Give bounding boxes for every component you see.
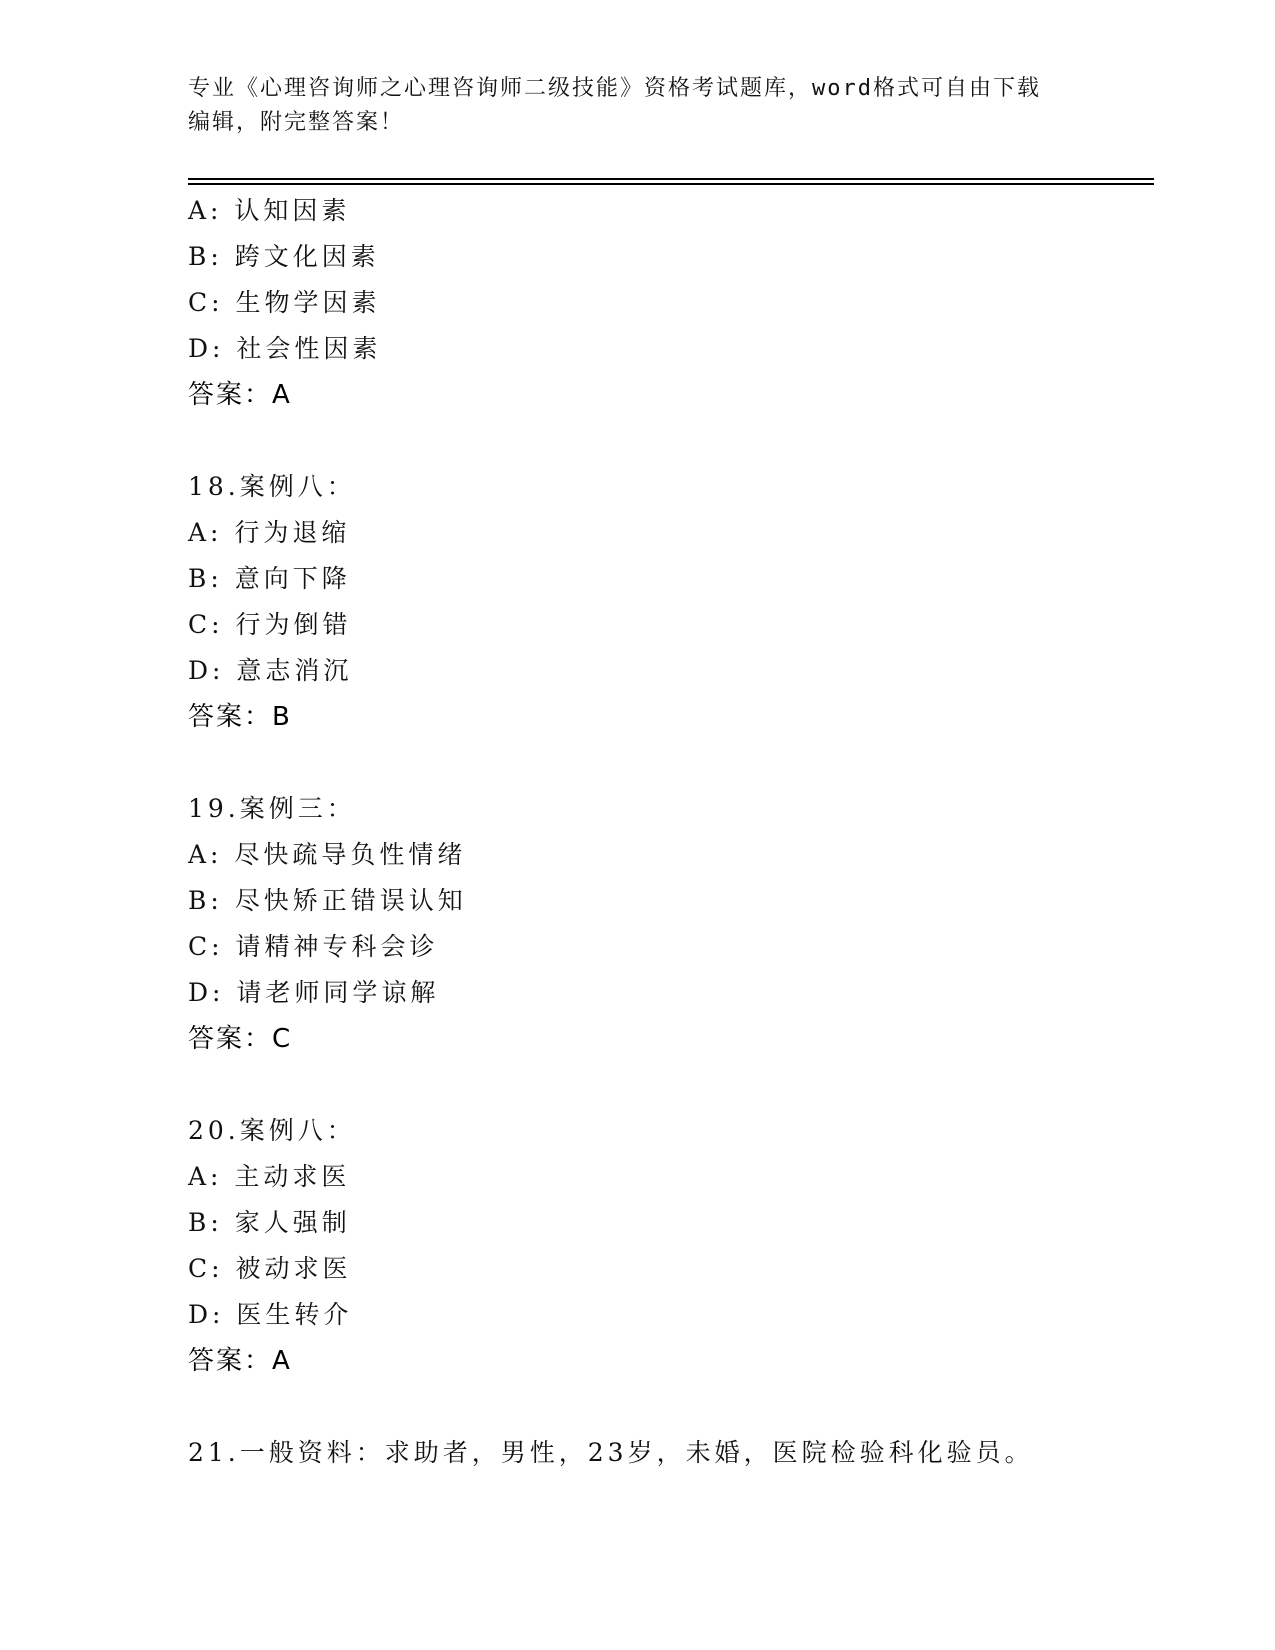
header-line-1: 专业《心理咨询师之心理咨询师二级技能》资格考试题库，word格式可自由下载 <box>188 76 1041 101</box>
option-d: D: 医生转介 <box>188 1300 353 1329</box>
question-20 <box>188 1108 1158 1384</box>
option-a: A: 主动求医 <box>188 1162 351 1191</box>
question-title: 18.案例八： <box>188 472 356 501</box>
option-c: C: 请精神专科会诊 <box>188 932 439 961</box>
question-17 <box>188 188 1158 418</box>
option-b: B: 跨文化因素 <box>188 242 380 271</box>
answer-line: 答案：B <box>188 702 292 732</box>
question-21 <box>188 1430 1158 1476</box>
question-title: 20.案例八： <box>188 1116 356 1145</box>
answer-line: 答案：A <box>188 380 292 410</box>
option-d: D: 请老师同学谅解 <box>188 978 440 1007</box>
header-line-2: 编辑，附完整答案！ <box>188 110 405 135</box>
question-gap <box>188 418 1158 464</box>
question-gap <box>188 1062 1158 1108</box>
header-divider-top <box>188 178 1154 180</box>
question-18 <box>188 464 1158 740</box>
question-title: 19.案例三： <box>188 794 356 823</box>
option-b: B: 尽快矫正错误认知 <box>188 886 467 915</box>
question-gap <box>188 740 1158 786</box>
option-c: C: 行为倒错 <box>188 610 352 639</box>
option-b: B: 意向下降 <box>188 564 351 593</box>
option-d: D: 意志消沉 <box>188 656 353 685</box>
question-list <box>188 188 1158 1476</box>
option-b: B: 家人强制 <box>188 1208 351 1237</box>
option-d: D: 社会性因素 <box>188 334 382 363</box>
option-c: C: 生物学因素 <box>188 288 381 317</box>
header-divider-bottom <box>188 183 1154 185</box>
option-a: A: 行为退缩 <box>188 518 351 547</box>
question-gap <box>188 1384 1158 1430</box>
option-c: C: 被动求医 <box>188 1254 352 1283</box>
question-19 <box>188 786 1158 1062</box>
option-a: A: 认知因素 <box>188 196 351 225</box>
document-header <box>188 72 1068 140</box>
option-a: A: 尽快疏导负性情绪 <box>188 840 467 869</box>
question-title: 21.一般资料：求助者，男性，23岁，未婚，医院检验科化验员。 <box>188 1438 1034 1467</box>
answer-line: 答案：C <box>188 1024 293 1054</box>
answer-line: 答案：A <box>188 1346 292 1376</box>
